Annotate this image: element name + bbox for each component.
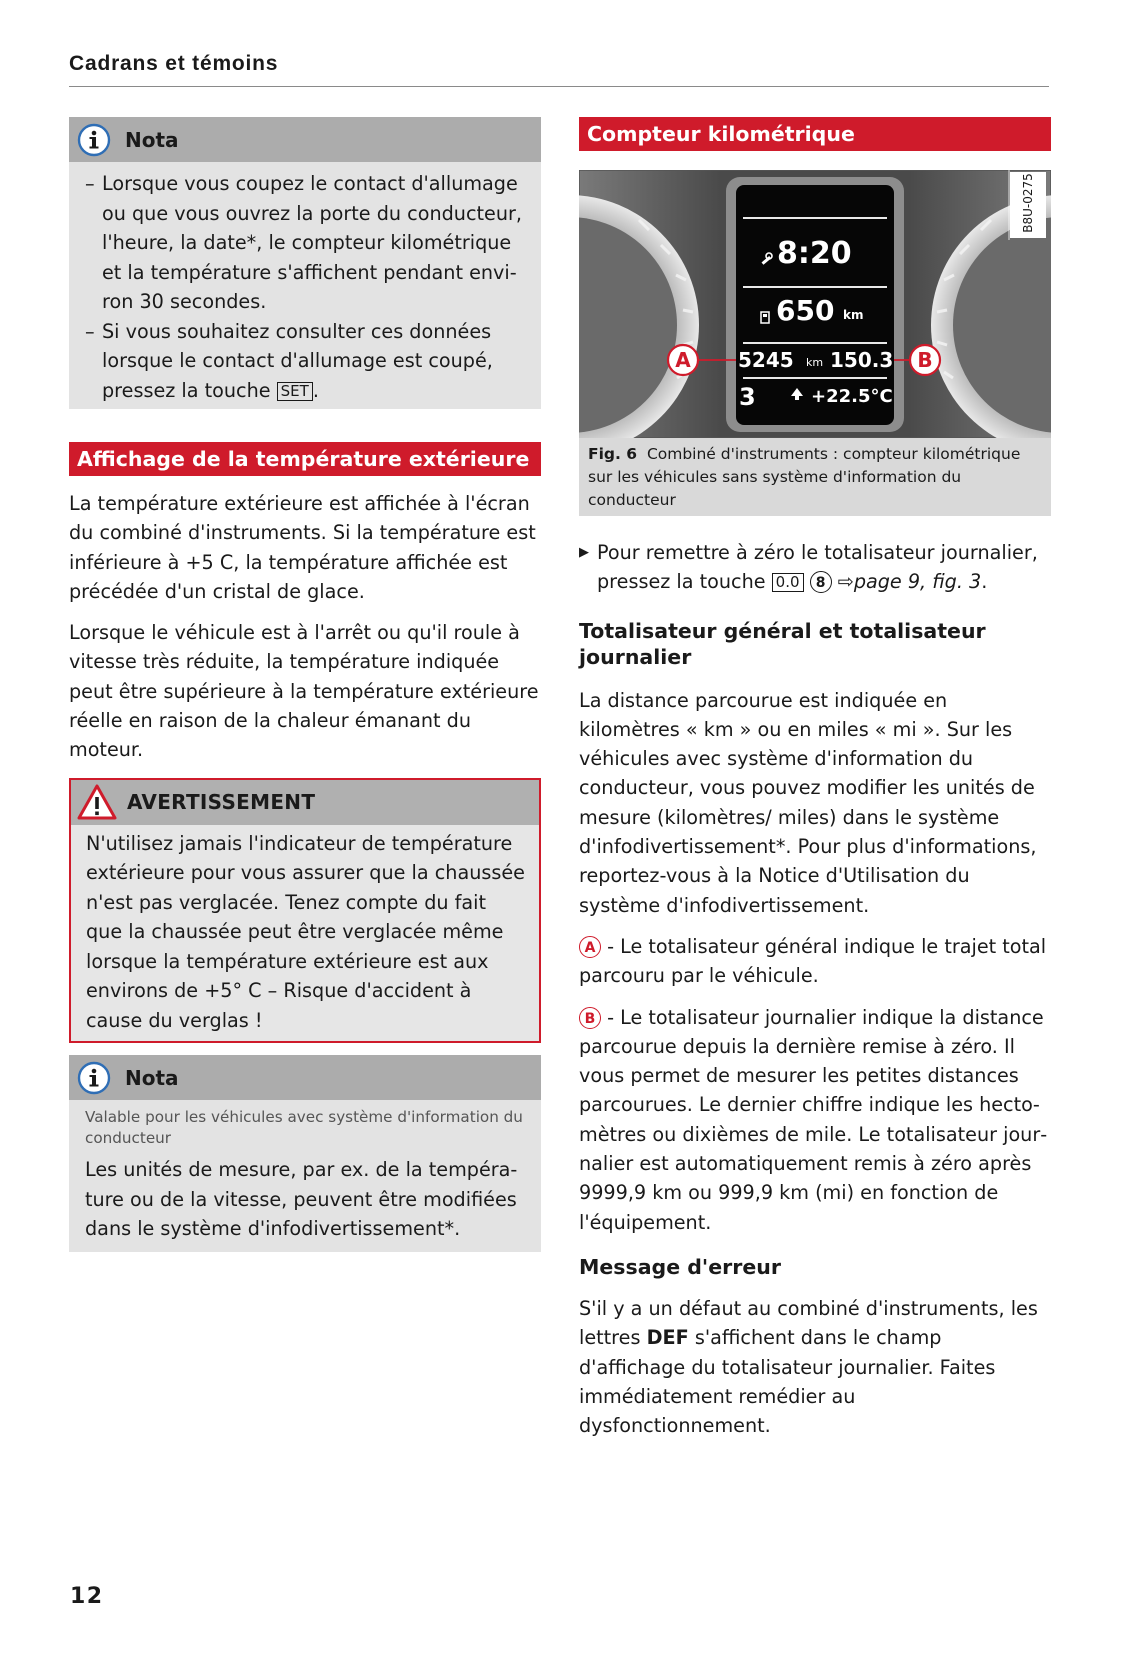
nota-header bbox=[69, 1055, 541, 1100]
warning-box bbox=[69, 778, 541, 1044]
nota-list bbox=[69, 162, 541, 409]
nota-title: Nota bbox=[125, 127, 179, 152]
totalizer-heading: Totalisateur général et totalisateur journalier bbox=[579, 618, 986, 669]
set-key: SET bbox=[277, 382, 313, 401]
section-title-odometer: Compteur kilométrique bbox=[579, 117, 1051, 151]
figure-code: B8U-0275 bbox=[1021, 173, 1035, 233]
outside-temperature-display: +22.5°C bbox=[811, 386, 893, 407]
range-unit: km bbox=[843, 308, 864, 322]
info-icon bbox=[77, 123, 111, 157]
arrow-right-icon: ⇨ bbox=[837, 570, 854, 594]
nota-item: – Lorsque vous coupez le contact d'allumage ou que vous ouvrez la porte du conducteur, l'heure, la date*, le compteur kilométrique et la température s'affichent pendant environ 30 secondes. bbox=[85, 169, 527, 317]
page-reference-link[interactable]: page 9, fig. 3 bbox=[853, 570, 982, 594]
callout-b: B bbox=[917, 348, 933, 372]
nota-text: Les unités de mesure, par ex. de la température ou de la vitesse, peuvent être modifiées dans le système d'infodivertissement*. bbox=[85, 1158, 518, 1241]
info-icon bbox=[77, 1061, 111, 1095]
figure-label: Fig. 6 bbox=[588, 445, 638, 463]
error-heading: Message d'erreur bbox=[579, 1254, 781, 1279]
callout-a: A bbox=[675, 348, 691, 372]
nota-header bbox=[69, 117, 541, 162]
paragraph-a: A - Le totalisateur général indique le trajet total parcouru par le véhicule. bbox=[579, 934, 1047, 988]
range-display: 650 bbox=[776, 294, 835, 327]
trip-odometer-display: 150.3 bbox=[830, 348, 894, 372]
nota-title: Nota bbox=[125, 1065, 179, 1090]
section-title-temperature: Affichage de la température extérieure bbox=[69, 442, 541, 476]
callout-a-badge: A bbox=[579, 936, 601, 958]
page-number: 12 bbox=[70, 1584, 104, 1609]
warning-triangle-icon bbox=[77, 784, 117, 820]
nota-box bbox=[69, 117, 541, 409]
warning-text: N'utilisez jamais l'indicateur de température extérieure pour vous assurer que la chaussée n'est pas verglacée. Tenez compte du fait que la chaussée peut être verglacée même lorsque la température extérieure est aux environs de +5° C – Risque d'accident à cause du verglas ! bbox=[86, 831, 525, 1032]
warning-header bbox=[71, 780, 539, 825]
gear-display: 3 bbox=[739, 383, 756, 411]
bullet-triangle-icon: ▶ bbox=[579, 545, 589, 560]
instrument-cluster-figure bbox=[579, 170, 1051, 438]
callout-b-badge: B bbox=[579, 1007, 601, 1029]
nota-item: – Si vous souhaitez consulter ces données lorsque le contact d'allumage est coupé, pressez la touche SET . bbox=[85, 317, 527, 406]
paragraph-b: B - Le totalisateur journalier indique la distance parcourue depuis la dernière remise à zéro. Il vous permet de mesurer les petites distances parcourues. Le dernier chiffre indique les hectomètres ou dixièmes de mile. Le totalisateur journalier est automatiquement remis à zéro après 9999,9 km ou 999,9 km (mi) en fonction de l'équipement. bbox=[579, 1005, 1048, 1234]
figure-caption: Fig. 6 Combiné d'instruments : compteur kilométrique sur les véhicules sans système d'information du conducteur bbox=[579, 438, 1051, 516]
time-display: 8:20 bbox=[777, 236, 852, 271]
trip-unit: km bbox=[806, 356, 824, 369]
reset-key: 0.0 bbox=[772, 573, 804, 592]
paragraph: La température extérieure est affichée à l'écran du combiné d'instruments. Si la température est inférieure à +5 C, la température affichée est précédée d'un cristal de glace. bbox=[69, 492, 536, 603]
paragraph: S'il y a un défaut au combiné d'instruments, les lettres DEF s'affichent dans le champ d'affichage du totalisateur journalier. Faites immédiatement remédier au dysfonctionnement. bbox=[579, 1296, 1038, 1438]
right-column bbox=[579, 117, 1051, 1440]
validity-note: Valable pour les véhicules avec système d'information du conducteur bbox=[85, 1108, 523, 1148]
nota-box bbox=[69, 1055, 541, 1252]
paragraph: Lorsque le véhicule est à l'arrêt ou qu'il roule à vitesse très réduite, la température indiquée peut être supérieure à la température extérieure réelle en raison de la chaleur émanant du moteur. bbox=[69, 621, 539, 762]
warning-title: AVERTISSEMENT bbox=[127, 790, 316, 815]
left-column bbox=[69, 117, 541, 1252]
control-number-badge: 8 bbox=[810, 571, 832, 593]
running-header: Cadrans et témoins bbox=[69, 52, 1049, 87]
def-code: DEF bbox=[646, 1326, 689, 1350]
total-odometer-display: 5245 bbox=[738, 348, 794, 372]
reset-instruction: ▶ Pour remettre à zéro le totalisateur journalier, pressez la touche 0.0 8 ⇨page 9, fig. 3. bbox=[579, 538, 1051, 597]
paragraph: La distance parcourue est indiquée en kilomètres « km » ou en miles « mi ». Sur les véhicules avec système d'information du conducteur, vous pouvez modifier les unités de mesure (kilomètres/ miles) dans le système d'infodivertissement*. Pour plus d'informations, reportez-vous à la Notice d'Utilisation du système d'infodivertissement. bbox=[579, 688, 1037, 917]
